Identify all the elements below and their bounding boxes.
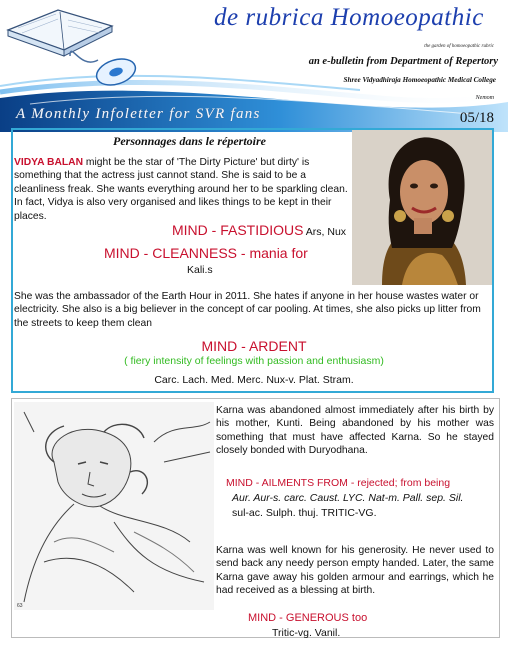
rubric-ardent-remedies: Carc. Lach. Med. Merc. Nux-v. Plat. Stram. bbox=[154, 374, 354, 386]
rubric-ardent: MIND - ARDENT bbox=[201, 338, 307, 354]
sketch-image bbox=[14, 402, 214, 610]
rubric-fastidious bbox=[172, 222, 346, 238]
book-icon bbox=[8, 10, 112, 56]
rubric-ailments-remedies-1: Aur. Aur-s. carc. Caust. LYC. Nat-m. Pall. sep. Sil. bbox=[232, 492, 464, 504]
bulletin-subtitle: an e-bulletin from Department of Repertory bbox=[308, 56, 498, 67]
college-place: Nemom bbox=[475, 95, 494, 101]
issue-number: 05/18 bbox=[459, 110, 494, 126]
actress-portrait bbox=[352, 130, 492, 285]
monthly-banner: A Monthly Infoletter for SVR fans bbox=[16, 106, 261, 122]
rubric-generous: MIND - GENEROUS too bbox=[248, 612, 368, 624]
karna-paragraph-2: Karna was well known for his generosity. He never used to send back any needy person empty handed. Later, the same Karna gave away his golden armour and earrings, which he had received as a blessing at birth. bbox=[216, 545, 494, 597]
rubric-text: MIND - FASTIDIOUS bbox=[172, 222, 304, 238]
paragraph-text: might be the star of 'The Dirty Picture' but dirty' is something that the actress just cannot stand. She is said to be a cleanliness freak. She wants everything around her to be sparkling clean. In fact, Vidya is also very organised and likes things to be kept in their places. bbox=[14, 157, 348, 222]
rubric-cleanness-remedies: Kali.s bbox=[187, 264, 213, 276]
person-name: VIDYA BALAN bbox=[14, 157, 84, 168]
section-heading: Personnages dans le répertoire bbox=[113, 134, 266, 148]
rubric-remedies: Ars, Nux bbox=[303, 226, 347, 238]
portrait-image bbox=[352, 130, 492, 285]
karna-sketch bbox=[14, 402, 214, 610]
college-name: Shree Vidyadhiraja Homoeopathic Medical College bbox=[343, 76, 496, 84]
tagline: the garden of homoeopathic rubric bbox=[424, 44, 494, 49]
vidya-paragraph-2: She was the ambassador of the Earth Hour in 2011. She hates if anyone in her house wastes water or electricity. She also is a big believer in the concept of car pooling. At times, she also picks up litter from the streets to keep them clean bbox=[14, 291, 481, 329]
rubric-ailments-remedies-2: sul-ac. Sulph. thuj. TRITIC-VG. bbox=[232, 507, 377, 519]
vidya-paragraph-1 bbox=[14, 156, 350, 223]
masthead bbox=[0, 0, 508, 132]
rubric-generous-remedies: Tritic-vg. Vanil. bbox=[272, 627, 341, 639]
rubric-ardent-description: ( fiery intensity of feelings with passion and enthusiasm) bbox=[124, 355, 384, 367]
newsletter-title: de rubrica Homoeopathic bbox=[214, 4, 484, 31]
karna-paragraph-1: Karna was abandoned almost immediately after his birth by his mother, Kunti. Being abandoned by his mother was something that must have affected Karna. So he stayed closely bonded with Duryodhana. bbox=[216, 405, 494, 457]
page-number: 63 bbox=[17, 603, 23, 609]
rubric-cleanness: MIND - CLEANNESS - mania for bbox=[104, 245, 308, 261]
rubric-ailments-rejected: MIND - AILMENTS FROM - rejected; from being bbox=[226, 477, 451, 489]
